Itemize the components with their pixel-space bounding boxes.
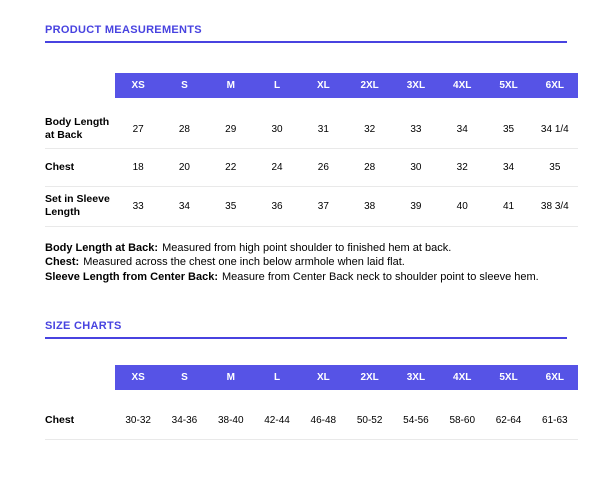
measurement-value: 38	[346, 187, 392, 226]
size-header: 3XL	[393, 365, 439, 390]
measurement-definitions	[45, 241, 578, 285]
measurement-value: 29	[208, 110, 254, 149]
size-range-value: 58-60	[439, 402, 485, 440]
measurement-value: 35	[485, 110, 531, 149]
row-chest-range	[45, 402, 578, 440]
size-header: L	[254, 73, 300, 98]
measurement-value: 32	[346, 110, 392, 149]
row-label: Chest	[45, 149, 115, 187]
measurement-value: 34	[161, 187, 207, 226]
row-body-length-at-back	[45, 110, 578, 149]
size-header: XL	[300, 73, 346, 98]
measurement-value: 36	[254, 187, 300, 226]
measurement-value: 34	[485, 149, 531, 187]
measurement-value: 35	[208, 187, 254, 226]
size-range-value: 30-32	[115, 402, 161, 440]
size-header: M	[208, 365, 254, 390]
size-charts-table	[45, 365, 578, 440]
measurement-value: 33	[393, 110, 439, 149]
section-divider	[45, 337, 567, 339]
size-range-value: 61-63	[532, 402, 578, 440]
size-range-value: 46-48	[300, 402, 346, 440]
measurement-value: 30	[393, 149, 439, 187]
corner-cell	[45, 73, 115, 98]
size-header: 2XL	[346, 365, 392, 390]
measurement-value: 38 3/4	[532, 187, 578, 226]
size-charts-section	[45, 320, 578, 440]
measurement-value: 28	[346, 149, 392, 187]
measurement-value: 30	[254, 110, 300, 149]
size-header: 2XL	[346, 73, 392, 98]
product-measurements-section	[45, 24, 578, 284]
row-label: Chest	[45, 402, 115, 440]
definition-line	[45, 255, 578, 270]
size-header: 5XL	[485, 73, 531, 98]
row-label: Set in Sleeve Length	[45, 187, 115, 226]
size-range-value: 62-64	[485, 402, 531, 440]
product-measurements-table	[45, 73, 578, 227]
measurement-value: 34 1/4	[532, 110, 578, 149]
size-header: 6XL	[532, 73, 578, 98]
measurement-value: 31	[300, 110, 346, 149]
measurement-value: 28	[161, 110, 207, 149]
size-charts-title: SIZE CHARTS	[45, 320, 122, 333]
definition-term: Sleeve Length from Center Back:	[45, 270, 218, 283]
measurement-value: 39	[393, 187, 439, 226]
size-header-row	[45, 365, 578, 390]
definition-term: Chest:	[45, 256, 80, 269]
size-header: XS	[115, 73, 161, 98]
measurement-value: 22	[208, 149, 254, 187]
definition-text: Measured from high point shoulder to finished hem at back.	[162, 241, 452, 254]
measurement-value: 18	[115, 149, 161, 187]
measurement-value: 26	[300, 149, 346, 187]
size-header: 3XL	[393, 73, 439, 98]
size-range-value: 42-44	[254, 402, 300, 440]
size-header: 6XL	[532, 365, 578, 390]
row-label: Body Length at Back	[45, 110, 115, 149]
row-set-in-sleeve-length	[45, 187, 578, 226]
size-range-value: 54-56	[393, 402, 439, 440]
size-header-row	[45, 73, 578, 98]
measurement-value: 41	[485, 187, 531, 226]
measurement-value: 33	[115, 187, 161, 226]
size-range-value: 34-36	[161, 402, 207, 440]
measurement-value: 37	[300, 187, 346, 226]
size-header: S	[161, 73, 207, 98]
size-header: M	[208, 73, 254, 98]
spacer-row	[45, 390, 578, 402]
product-measurements-title: PRODUCT MEASUREMENTS	[45, 24, 202, 36]
size-header: 4XL	[439, 73, 485, 98]
definition-text: Measured across the chest one inch below armhole when laid flat.	[83, 256, 405, 269]
definition-line	[45, 270, 578, 285]
measurement-value: 20	[161, 149, 207, 187]
size-header: XS	[115, 365, 161, 390]
measurement-value: 40	[439, 187, 485, 226]
measurement-value: 34	[439, 110, 485, 149]
size-header: XL	[300, 365, 346, 390]
spacer-row	[45, 98, 578, 110]
size-range-value: 50-52	[346, 402, 392, 440]
measurement-value: 32	[439, 149, 485, 187]
size-range-value: 38-40	[208, 402, 254, 440]
size-header: 5XL	[485, 365, 531, 390]
corner-cell	[45, 365, 115, 390]
definition-term: Body Length at Back:	[45, 241, 159, 254]
row-chest	[45, 149, 578, 187]
size-header: S	[161, 365, 207, 390]
definition-text: Measure from Center Back neck to shoulder point to sleeve hem.	[222, 270, 539, 283]
measurement-value: 27	[115, 110, 161, 149]
section-divider	[45, 41, 567, 43]
definition-line	[45, 241, 578, 256]
measurement-value: 35	[532, 149, 578, 187]
size-header: 4XL	[439, 365, 485, 390]
size-header: L	[254, 365, 300, 390]
measurement-value: 24	[254, 149, 300, 187]
